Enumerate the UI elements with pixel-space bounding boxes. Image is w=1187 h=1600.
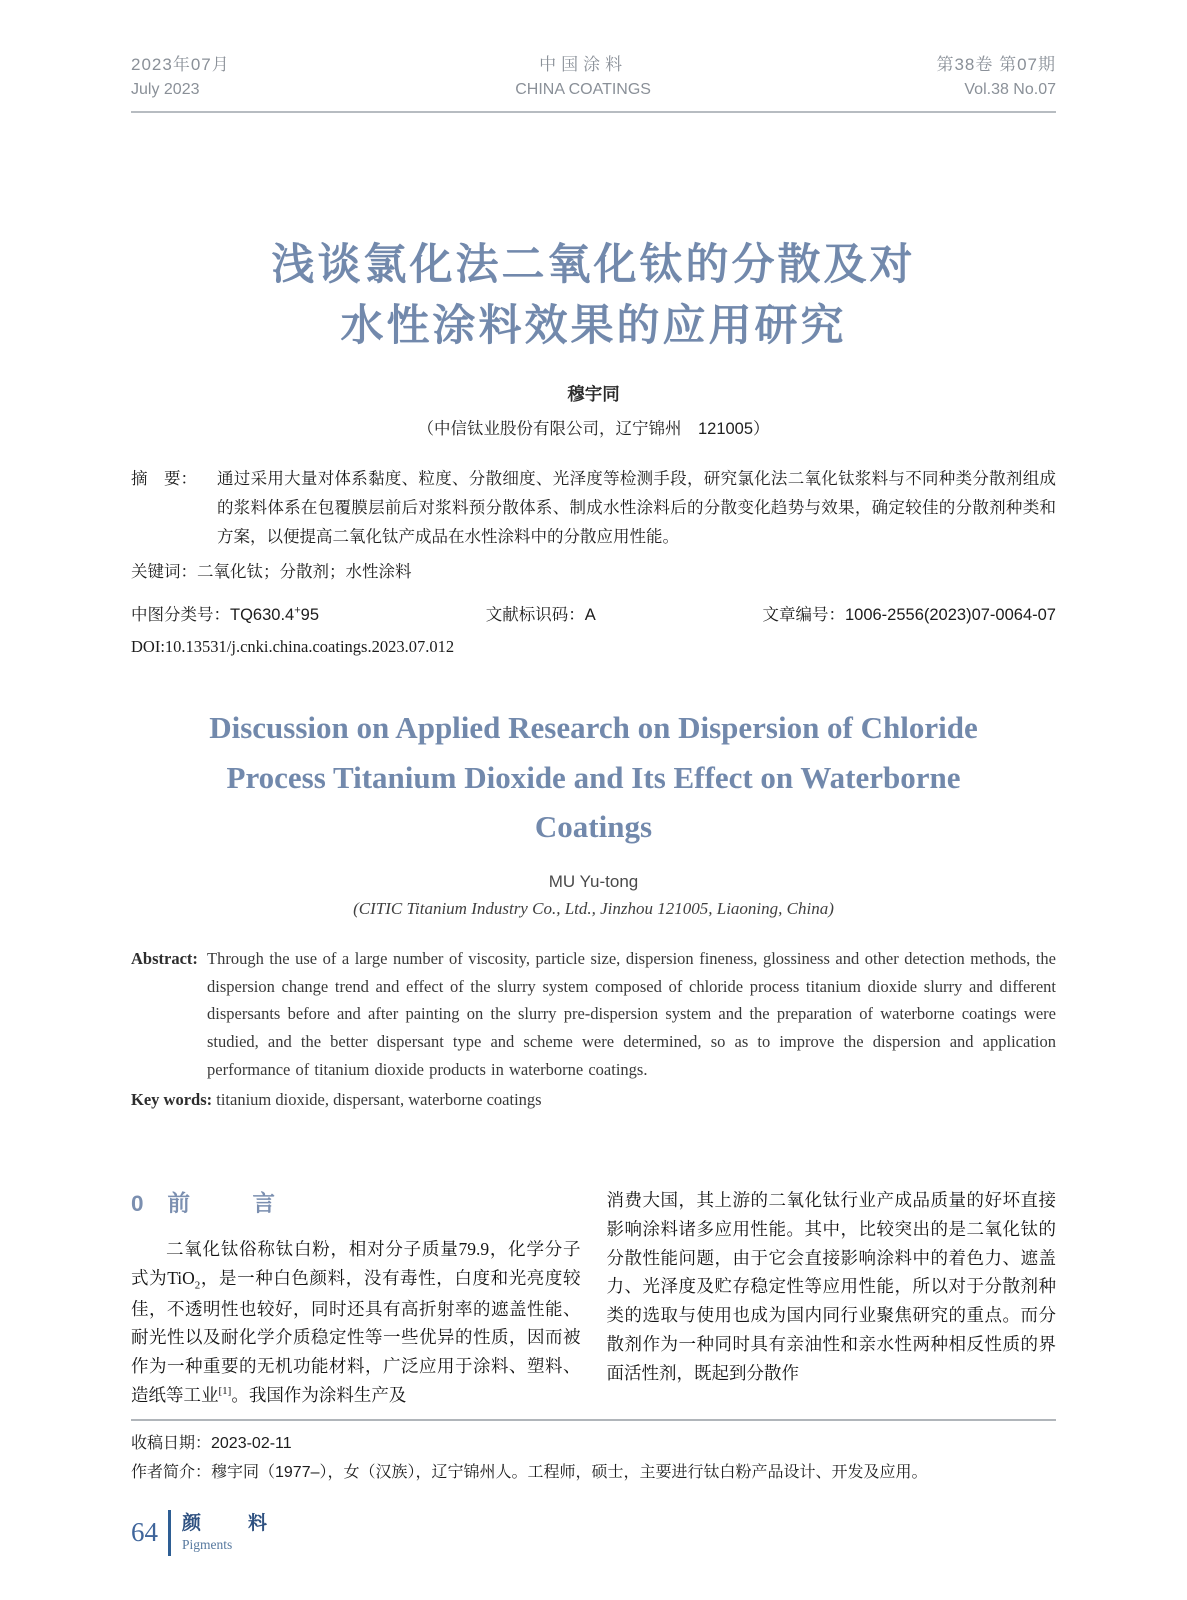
body-column-left [131, 1186, 581, 1409]
footer-section-cn: 颜 料 [182, 1512, 282, 1534]
doi: DOI:10.13531/j.cnki.china.coatings.2023.07.012 [131, 637, 455, 657]
article-title-en-line1: Discussion on Applied Research on Dispersion of Chloride [209, 710, 978, 746]
article-title-en-line2: Process Titanium Dioxide and Its Effect on Waterborne [226, 759, 961, 795]
keywords-cn-label: 关键词： [131, 562, 197, 581]
footer-section [182, 1513, 281, 1553]
section-0-number: 0 [131, 1191, 144, 1217]
article-title-en [131, 703, 1056, 852]
tio2-subscript: 2 [194, 1279, 201, 1292]
footnotes [131, 1430, 1056, 1488]
abstract-en [131, 945, 1056, 1084]
meta-row [131, 601, 1056, 625]
footnote-divider [131, 1419, 1056, 1421]
header-journal-en: CHINA COATINGS [515, 80, 651, 98]
keywords-cn [131, 558, 1056, 587]
page-number: 64 [131, 1517, 158, 1548]
intro-left-text-1: 二氧化钛俗称钛白粉，相对分子质量79.9，化学分子式为TiO [131, 1239, 581, 1288]
clc-label: 中图分类号： [131, 606, 230, 625]
section-0-title: 前 言 [167, 1191, 296, 1217]
citation-1-superscript: [1] [218, 1384, 232, 1397]
header-date-en: July 2023 [131, 80, 200, 98]
section-0-heading [131, 1186, 581, 1223]
clc-superscript: + [294, 604, 301, 617]
article-title-cn-line1: 浅谈氯化法二氧化钛的分散及对 [271, 240, 916, 289]
keywords-cn-text: 二氧化钛；分散剂；水性涂料 [197, 562, 412, 581]
received-date: 收稿日期：2023-02-11 [131, 1435, 292, 1453]
header-journal [515, 52, 651, 102]
author-bio: 作者简介：穆宇同（1977–），女（汉族），辽宁锦州人。工程师，硕士，主要进行钛白粉产品设计、开发及应用。 [131, 1464, 928, 1482]
intro-paragraph-right: 消费大国，其上游的二氧化钛行业产成品质量的好坏直接影响涂料诸多应用性能。其中，比较突出的是二氧化钛的分散性能问题，由于它会直接影响涂料中的着色力、遮盖力、光泽度及贮存稳定性等应用性能，所以对于分散剂种类的选取与使用也成为国内同行业聚焦研究的重点。而分散剂作为一种同时具有亲油性和亲水性两种相反性质的界面活性剂，既起到分散作 [606, 1190, 1056, 1383]
header-journal-cn: 中国涂料 [539, 55, 628, 74]
footer-section-en: Pigments [182, 1536, 233, 1552]
article-title-cn-line2: 水性涂料效果的应用研究 [340, 301, 847, 350]
header-issue-en: Vol.38 No.07 [964, 80, 1056, 98]
header-issue [936, 52, 1056, 102]
clc-number [131, 601, 319, 625]
affiliation-en: (CITIC Titanium Industry Co., Ltd., Jinzhou 121005, Liaoning, China) [353, 898, 834, 918]
journal-header [131, 52, 1056, 113]
document-code: 文献标识码：A [485, 606, 596, 625]
article-id: 文章编号：1006-2556(2023)07-0064-07 [762, 606, 1056, 625]
header-issue-cn: 第38卷 第07期 [936, 55, 1056, 74]
page-footer [131, 1510, 1056, 1556]
author-en: MU Yu-tong [548, 871, 639, 891]
intro-paragraph-left [131, 1235, 581, 1409]
author-cn: 穆宇同 [567, 383, 620, 404]
header-date [131, 52, 230, 102]
footer-divider-bar [168, 1510, 171, 1556]
intro-left-text-2: ，是一种白色颜料，没有毒性，白度和光亮度较佳，不透明性也较好，同时还具有高折射率的遮盖性能、耐光性以及耐化学介质稳定性等一些优异的性质，因而被作为一种重要的无机功能材料，广泛应用于涂料、塑料、造纸等工业 [131, 1267, 581, 1405]
clc-main: TQ630.4 [230, 606, 295, 625]
intro-left-text-3: 。我国作为涂料生产及 [231, 1384, 407, 1405]
abstract-cn [131, 465, 1056, 553]
body-columns [131, 1186, 1056, 1409]
keywords-en [131, 1090, 1056, 1110]
affiliation-cn: （中信钛业股份有限公司，辽宁锦州 121005） [417, 419, 770, 438]
article-title-cn [131, 235, 1056, 357]
abstract-cn-label: 摘 要： [131, 469, 197, 488]
keywords-en-label: Key words: [131, 1090, 213, 1110]
abstract-cn-text: 通过采用大量对体系黏度、粒度、分散细度、光泽度等检测手段，研究氯化法二氧化钛浆料与不同种类分散剂组成的浆料体系在包覆膜层前后对浆料预分散体系、制成水性涂料后的分散变化趋势与效果，确定较佳的分散剂种类和方案，以便提高二氧化钛产成品在水性涂料中的分散应用性能。 [217, 469, 1056, 547]
article-title-en-line3: Coatings [534, 809, 653, 845]
clc-tail: 95 [300, 606, 320, 625]
body-column-right [607, 1186, 1057, 1409]
header-date-cn: 2023年07月 [131, 55, 230, 74]
keywords-en-text: titanium dioxide, dispersant, waterborne coatings [216, 1090, 542, 1110]
abstract-en-label: Abstract: [131, 948, 198, 968]
abstract-en-text: Through the use of a large number of viscosity, particle size, dispersion fineness, glossiness and other detection methods, the dispersion change trend and effect of the slurry system composed of chloride process titanium dioxide slurry and different dispersants before and after painting on the slurry pre-dispersion system and the preparation of waterborne coatings were studied, and the better dispersant type and scheme were determined, so as to improve the dispersion and application performance of titanium dioxide products in waterborne coatings. [207, 948, 1056, 1079]
